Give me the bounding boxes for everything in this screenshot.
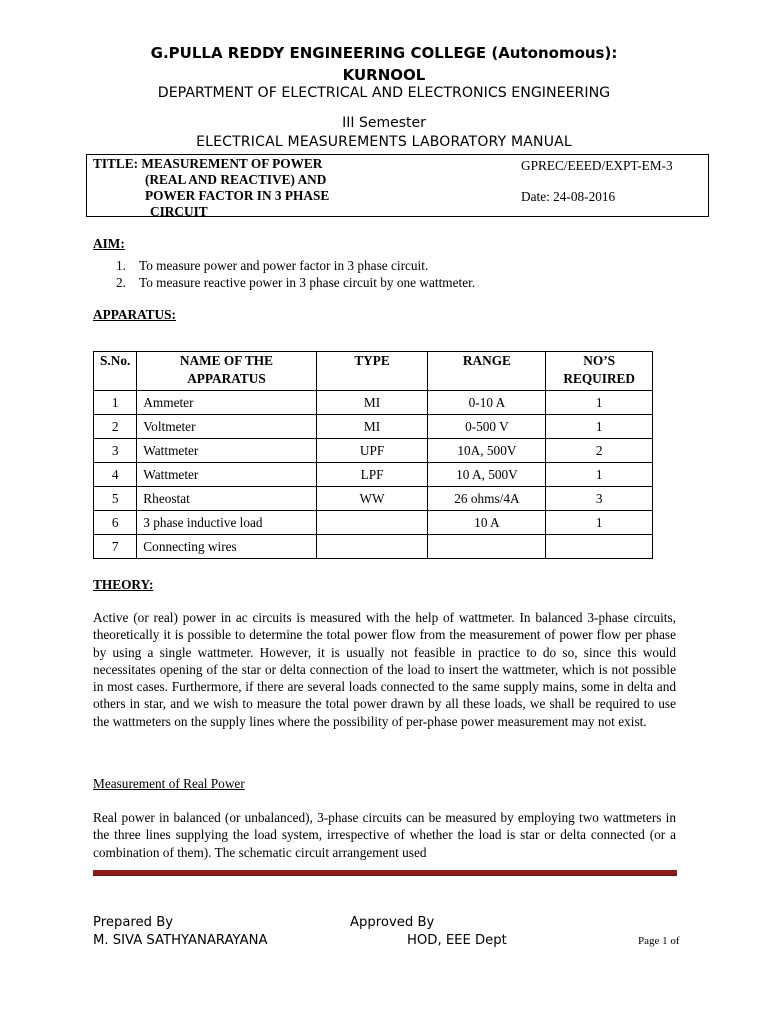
cell-name: Ammeter <box>137 391 316 415</box>
cell-type <box>316 535 428 559</box>
cell-type: WW <box>316 487 428 511</box>
title-line2: (REAL AND REACTIVE) AND <box>145 172 327 187</box>
table-row <box>94 487 653 511</box>
col-name-header <box>137 352 316 391</box>
cell-sno: 6 <box>94 511 137 535</box>
real-power-subheading: Measurement of Real Power <box>93 776 245 791</box>
cell-required: 1 <box>546 463 653 487</box>
cell-required: 3 <box>546 487 653 511</box>
col-required-header <box>546 352 653 391</box>
page-number: Page 1 of <box>638 935 680 947</box>
cell-name: 3 phase inductive load <box>137 511 316 535</box>
cell-range: 10A, 500V <box>428 439 546 463</box>
title-line3: POWER FACTOR IN 3 PHASE <box>145 188 330 203</box>
college-name <box>0 42 768 86</box>
aim-item-num-1: 1. <box>116 258 126 273</box>
col-type-header <box>316 352 428 391</box>
table-row <box>94 511 653 535</box>
cell-required: 1 <box>546 391 653 415</box>
cell-type <box>316 511 428 535</box>
cell-required: 1 <box>546 415 653 439</box>
apparatus-heading: APPARATUS: <box>93 307 176 322</box>
cell-type: MI <box>316 415 428 439</box>
col-required-label-2: REQUIRED <box>563 371 636 386</box>
experiment-code: GPREC/EEED/EXPT-EM-3 <box>521 158 673 173</box>
col-required-label-1: NO’S <box>583 353 616 368</box>
apparatus-header-row <box>94 352 653 391</box>
aim-item-1: To measure power and power factor in 3 phase circuit. <box>139 258 429 273</box>
cell-range: 0-500 V <box>428 415 546 439</box>
table-row <box>94 439 653 463</box>
cell-type: LPF <box>316 463 428 487</box>
cell-range <box>428 535 546 559</box>
col-name-label-2: APPARATUS <box>187 371 266 386</box>
cell-sno: 1 <box>94 391 137 415</box>
col-sno-label: S.No. <box>100 353 131 368</box>
footer-divider <box>93 870 677 876</box>
manual-title: ELECTRICAL MEASUREMENTS LABORATORY MANUAL <box>196 134 572 150</box>
col-type-label: TYPE <box>354 353 390 368</box>
cell-sno: 4 <box>94 463 137 487</box>
cell-name: Wattmeter <box>137 439 316 463</box>
aim-item-2: To measure reactive power in 3 phase circuit by one wattmeter. <box>139 275 476 290</box>
col-range-label: RANGE <box>462 353 511 368</box>
cell-required <box>546 535 653 559</box>
cell-range: 10 A <box>428 511 546 535</box>
cell-required: 2 <box>546 439 653 463</box>
cell-required: 1 <box>546 511 653 535</box>
experiment-title-box <box>86 154 709 217</box>
cell-sno: 7 <box>94 535 137 559</box>
table-row <box>94 535 653 559</box>
cell-name: Wattmeter <box>137 463 316 487</box>
experiment-date: Date: 24-08-2016 <box>521 189 616 204</box>
title-line4: CIRCUIT <box>150 204 208 219</box>
aim-heading: AIM: <box>93 236 125 251</box>
table-row <box>94 415 653 439</box>
approved-by-label: Approved By <box>350 915 435 930</box>
col-sno-header <box>94 352 137 391</box>
college-name-line2: KURNOOL <box>342 66 426 84</box>
cell-type: UPF <box>316 439 428 463</box>
cell-name: Rheostat <box>137 487 316 511</box>
theory-heading: THEORY: <box>93 577 154 592</box>
semester-label: III Semester <box>342 115 426 131</box>
table-row <box>94 463 653 487</box>
college-name-line1: G.PULLA REDDY ENGINEERING COLLEGE (Autonomous): <box>150 44 618 62</box>
title-line1: TITLE: MEASUREMENT OF POWER <box>93 156 323 171</box>
table-row <box>94 391 653 415</box>
approved-by-name: HOD, EEE Dept <box>407 933 507 948</box>
cell-range: 26 ohms/4A <box>428 487 546 511</box>
col-range-header <box>428 352 546 391</box>
prepared-by-label: Prepared By <box>93 915 174 930</box>
cell-sno: 5 <box>94 487 137 511</box>
cell-range: 10 A, 500V <box>428 463 546 487</box>
cell-name: Connecting wires <box>137 535 316 559</box>
prepared-by-name: M. SIVA SATHYANARAYANA <box>93 933 268 948</box>
apparatus-table <box>93 351 653 559</box>
cell-range: 0-10 A <box>428 391 546 415</box>
department-name: DEPARTMENT OF ELECTRICAL AND ELECTRONICS ENGINEERING <box>157 85 611 101</box>
cell-name: Voltmeter <box>137 415 316 439</box>
theory-paragraph-1: Active (or real) power in ac circuits is measured with the help of wattmeter. In balanced 3-phase circuits, theoretically it is possible to determine the total power flow from the measurement of power flow per phase by using a single wattmeter. However, it is usually not feasible in practice to do so, since this would necessitates opening of the star or delta connection of the load to insert the wattmeter, which is not possible in most cases. Furthermore, if there are several loads connected to the same supply mains, some in delta and others in star, and we wish to measure the total power drawn by all these loads, we shall be required to use the wattmeters on the supply lines where the possibility of per-phase power measurement may not exist. <box>93 610 676 729</box>
aim-item-num-2: 2. <box>116 275 126 290</box>
cell-type: MI <box>316 391 428 415</box>
col-name-label-1: NAME OF THE <box>179 353 274 368</box>
cell-sno: 2 <box>94 415 137 439</box>
theory-paragraph-2: Real power in balanced (or unbalanced), 3-phase circuits can be measured by employing two wattmeters in the three lines supplying the load system, irrespective of whether the load is star or delta connected (or a combination of them). The schematic circuit arrangement used <box>93 810 676 860</box>
cell-sno: 3 <box>94 439 137 463</box>
